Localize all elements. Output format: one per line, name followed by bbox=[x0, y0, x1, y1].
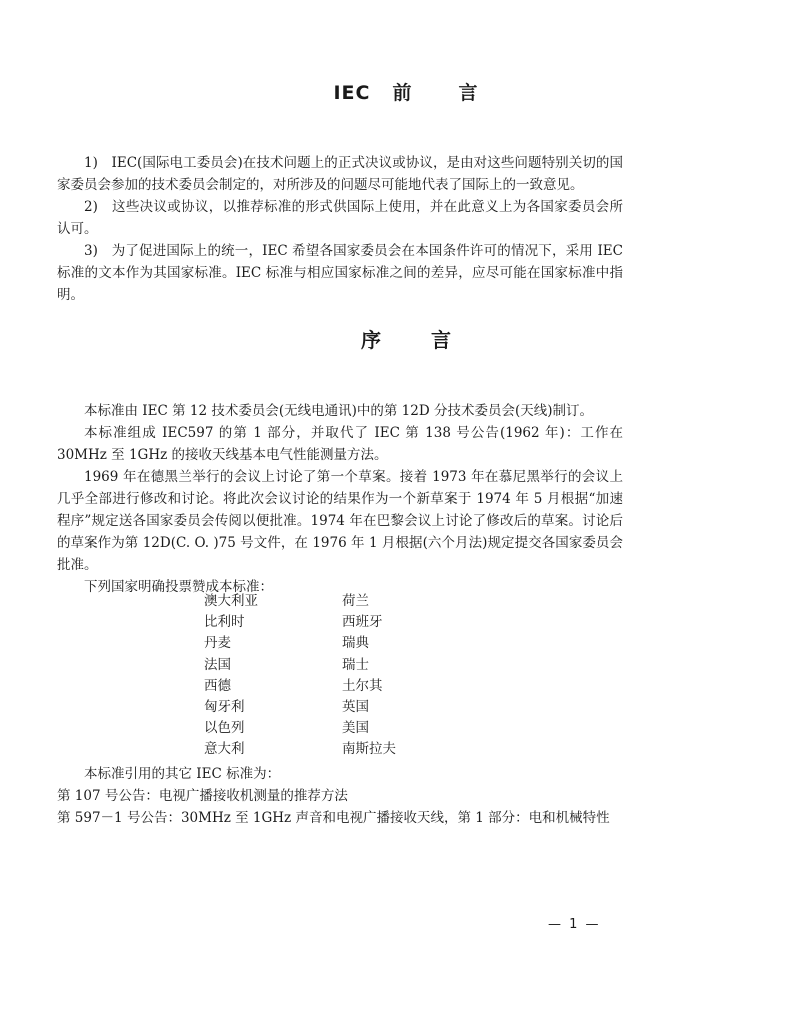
iec-foreword-body bbox=[57, 152, 623, 306]
country-name: 西德 bbox=[204, 677, 231, 694]
preface-paragraph-3: 1969 年在德黑兰举行的会议上讨论了第一个草案。接着 1973 年在慕尼黑举行的会议上几乎全部进行修改和讨论。将此次会议讨论的结果作为一个新草案于 1974 年 5 月根据“加速程序”规定送各国家委员会传阅以便批准。1974 年在巴黎会议上讨论了修改后的草案。讨论后的草案作为第 12D(C. O. )75 号文件，在 1976 年 1 月根据(六个月法)规定提交各国家委员会批准。 bbox=[57, 469, 623, 573]
country-row bbox=[204, 655, 464, 676]
preface-paragraph-2: 本标准组成 IEC597 的第 1 部分，并取代了 IEC 第 138 号公告(1962 年)：工作在 30MHz 至 1GHz 的接收天线基本电气性能测量方法。 bbox=[57, 425, 623, 463]
country-name: 丹麦 bbox=[204, 635, 231, 652]
iec-foreword-title bbox=[0, 78, 812, 105]
country-row bbox=[204, 697, 464, 718]
country-name: 法国 bbox=[204, 656, 231, 673]
references-intro: 本标准引用的其它 IEC 标准为： bbox=[84, 766, 281, 782]
foreword-paragraph-1: 1) IEC(国际电工委员会)在技术问题上的正式决议或协议，是由对这些问题特别关切的国家委员会参加的技术委员会制定的，对所涉及的问题尽可能地代表了国际上的一致意见。 bbox=[57, 155, 623, 193]
preface-paragraph-4: 下列国家明确投票赞成本标准： bbox=[84, 579, 273, 595]
preface-title-char-1: 序 bbox=[361, 328, 381, 352]
preface-paragraph-1: 本标准由 IEC 第 12 技术委员会(无线电通讯)中的第 12D 分技术委员会(天线)制订。 bbox=[84, 403, 594, 419]
approving-countries-list bbox=[204, 591, 464, 761]
foreword-paragraph-2: 2) 这些决议或协议，以推荐标准的形式供国际上使用，并在此意义上为各国家委员会所认可。 bbox=[57, 199, 623, 237]
country-row bbox=[204, 718, 464, 739]
country-name: 荷兰 bbox=[342, 593, 369, 609]
preface-title bbox=[0, 324, 812, 353]
country-row bbox=[204, 612, 464, 633]
country-row bbox=[204, 633, 464, 654]
country-row bbox=[204, 739, 464, 760]
country-name: 瑞士 bbox=[342, 656, 369, 673]
country-name: 土尔其 bbox=[342, 677, 383, 694]
reference-item: 第 107 号公告：电视广播接收机测量的推荐方法 bbox=[57, 788, 348, 804]
country-name: 瑞典 bbox=[342, 635, 369, 652]
country-name: 美国 bbox=[342, 720, 369, 737]
iec-title-acronym: IEC bbox=[333, 82, 371, 104]
preface-title-char-2: 言 bbox=[431, 328, 451, 352]
country-name: 英国 bbox=[342, 699, 369, 716]
country-row bbox=[204, 676, 464, 697]
reference-item: 第 597－1 号公告：30MHz 至 1GHz 声音和电视广播接收天线，第 1 部分：电和机械特性 bbox=[57, 810, 610, 826]
country-name: 以色列 bbox=[204, 720, 245, 737]
country-name: 西班牙 bbox=[342, 614, 383, 631]
country-row bbox=[204, 591, 464, 612]
iec-title-char-1: 前 bbox=[392, 82, 413, 104]
preface-body bbox=[57, 400, 623, 598]
iec-title-char-2: 言 bbox=[458, 82, 479, 104]
referenced-standards bbox=[57, 763, 623, 829]
country-name: 澳大利亚 bbox=[204, 593, 258, 609]
country-name: 南斯拉夫 bbox=[342, 741, 396, 758]
country-name: 匈牙利 bbox=[204, 699, 245, 716]
page-number: — 1 — bbox=[548, 917, 601, 932]
country-name: 意大利 bbox=[204, 741, 245, 758]
country-name: 比利时 bbox=[204, 614, 245, 631]
foreword-paragraph-3: 3) 为了促进国际上的统一，IEC 希望各国家委员会在本国条件许可的情况下，采用 IEC 标准的文本作为其国家标准。IEC 标准与相应国家标准之间的差异，应尽可能在国家标准中指明。 bbox=[57, 243, 623, 303]
